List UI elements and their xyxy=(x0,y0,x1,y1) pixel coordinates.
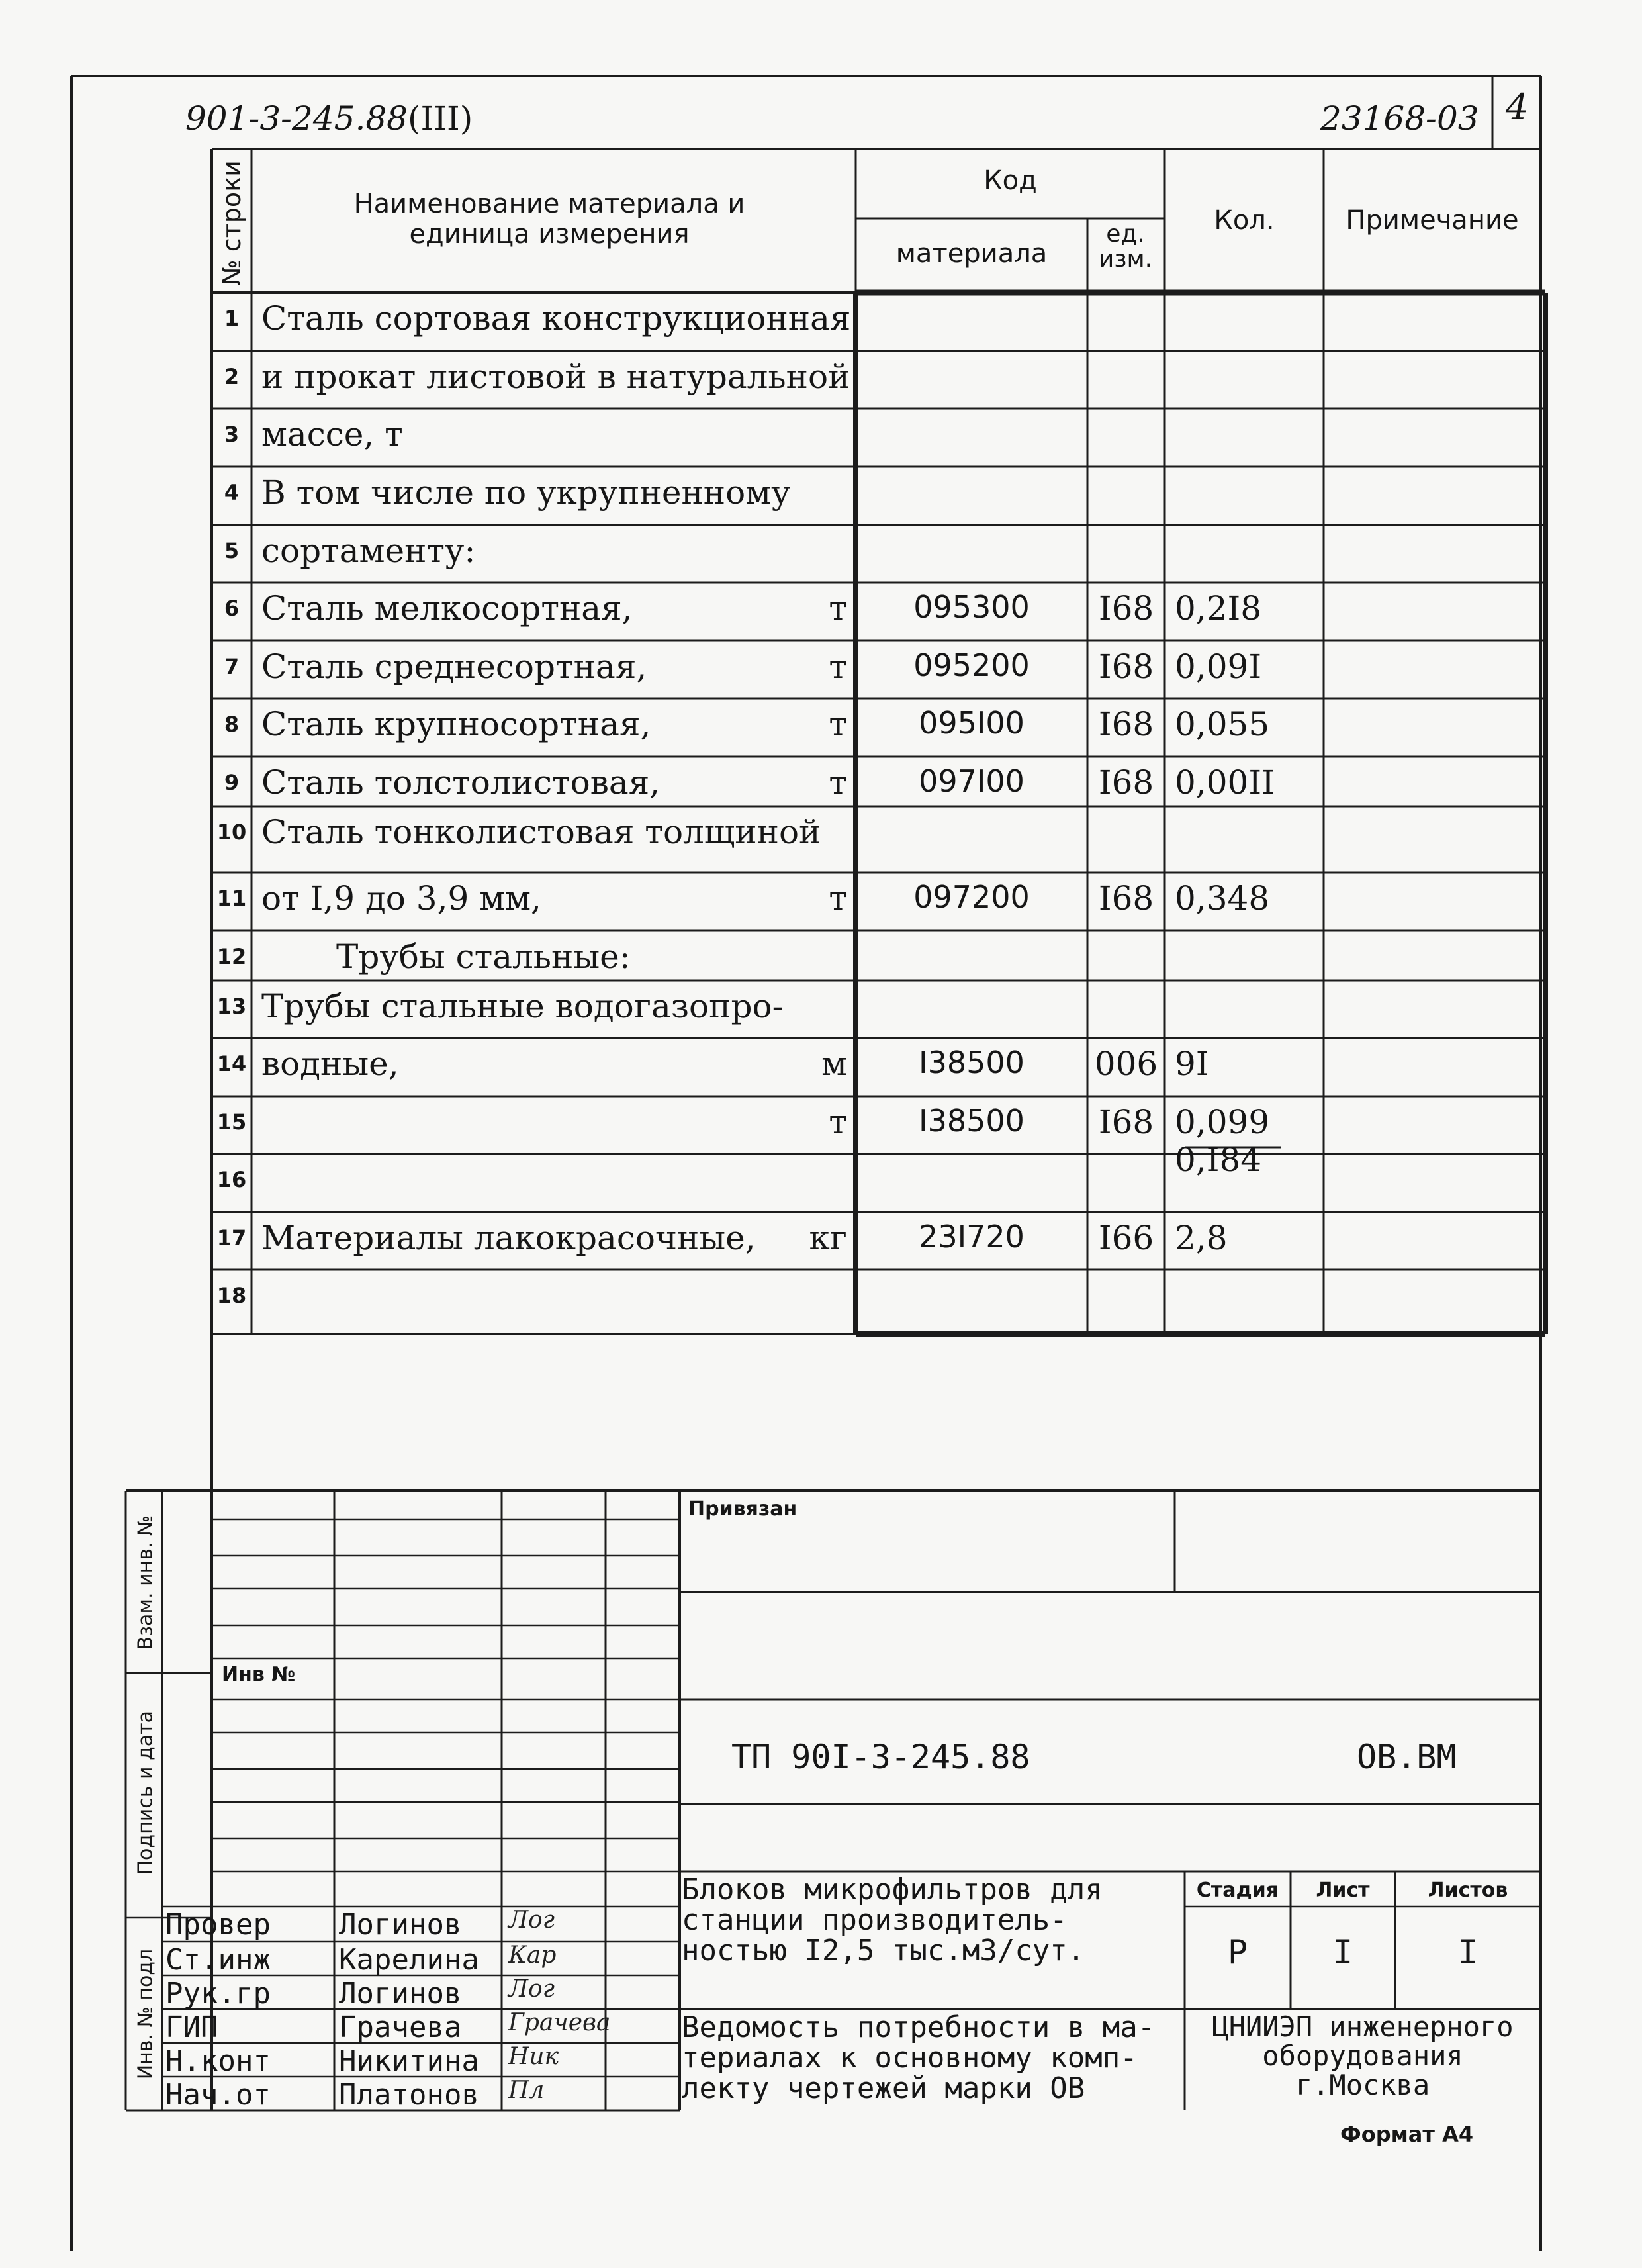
col-header-qty: Кол. xyxy=(1214,205,1275,236)
row-material-name: массе, т xyxy=(261,415,403,453)
row-unit-label: т xyxy=(829,705,847,743)
row-number: 1 xyxy=(224,306,240,331)
sheet-corner-number: 4 xyxy=(1506,86,1529,128)
sheet-value: I xyxy=(1332,1933,1353,1971)
row-unit-code: 006 xyxy=(1094,1045,1158,1083)
signature: Грачева xyxy=(508,2009,611,2036)
object-line-3: ностью I2,5 тыс.м3/сут. xyxy=(682,1934,1085,1967)
row-number: 3 xyxy=(224,422,240,447)
row-quantity: 9I xyxy=(1175,1045,1209,1083)
doc-line-3: лекту чертежей марки ОВ xyxy=(682,2071,1085,2105)
signer-name: Карелина xyxy=(339,1943,479,1977)
row-number: 13 xyxy=(216,994,247,1019)
row-unit-label: т xyxy=(829,1103,847,1141)
stage-label: Стадия xyxy=(1196,1879,1279,1902)
row-unit-code: I68 xyxy=(1098,879,1154,918)
row-material-name: Трубы стальные водогазопро- xyxy=(261,987,784,1025)
row-material-code: 097200 xyxy=(913,879,1030,915)
row-number: 16 xyxy=(216,1167,247,1192)
signature: Лог xyxy=(508,1975,555,2003)
col-header-code: Код xyxy=(983,165,1037,196)
row-number: 11 xyxy=(216,886,247,911)
row-material-name: Сталь крупносортная, xyxy=(261,705,651,743)
signer-role: Ст.инж xyxy=(165,1943,271,1977)
row-material-name: Сталь среднесортная, xyxy=(261,647,647,686)
row-quantity: 0,099 xyxy=(1175,1103,1270,1141)
row-material-name: Сталь мелкосортная, xyxy=(261,589,633,628)
signature: Лог xyxy=(508,1907,555,1934)
row-material-code: 095I00 xyxy=(919,705,1025,741)
doc-code-number: 901-3-245.88 xyxy=(185,99,408,138)
signer-name: Грачева xyxy=(339,2010,462,2044)
row-quantity: 0,055 xyxy=(1175,705,1270,743)
row-material-name: В том числе по укрупненному xyxy=(261,473,791,512)
col-header-rownum: № строки xyxy=(217,160,246,286)
org-line-1: ЦНИИЭП инженерного xyxy=(1212,2010,1514,2043)
stage-value: Р xyxy=(1227,1933,1248,1971)
row-material-code: I38500 xyxy=(919,1045,1025,1080)
project-code: ТП 90I-3-245.88 xyxy=(731,1738,1030,1776)
col-header-name: Наименование материала и единица измерения xyxy=(353,189,745,250)
row-unit-code: I68 xyxy=(1098,647,1154,686)
col-header-material: материала xyxy=(895,238,1048,269)
signer-role: Н.конт xyxy=(165,2044,271,2078)
row-quantity: 0,2I8 xyxy=(1175,589,1262,628)
row-material-code: 097I00 xyxy=(919,763,1025,799)
format-label: Формат А4 xyxy=(1340,2122,1474,2147)
row-unit-code: I68 xyxy=(1098,1103,1154,1141)
signer-role: Нач.от xyxy=(165,2078,271,2112)
signature: Кар xyxy=(508,1942,557,1969)
org-line-2: оборудования xyxy=(1262,2040,1463,2072)
signer-name: Логинов xyxy=(339,1908,462,1942)
row-material-name: Сталь толстолистовая, xyxy=(261,763,661,802)
signer-role: Провер xyxy=(165,1908,271,1942)
row-number: 7 xyxy=(224,654,240,679)
row-number: 2 xyxy=(224,364,240,389)
row-material-name: Сталь тонколистовая толщиной xyxy=(261,813,821,851)
doc-code-right: 23168-03 xyxy=(1320,99,1479,138)
row-quantity: 0,348 xyxy=(1175,879,1270,918)
org-line-3: г.Москва xyxy=(1295,2069,1430,2101)
row-unit-label: м xyxy=(821,1045,847,1083)
signer-name: Логинов xyxy=(339,1977,462,2010)
organization xyxy=(1185,2012,1541,2100)
row-material-code: I38500 xyxy=(919,1103,1025,1139)
sheets-label: Листов xyxy=(1428,1879,1508,1902)
inv-no-label: Инв № xyxy=(222,1663,296,1686)
row-number: 15 xyxy=(216,1110,247,1135)
row-material-name: от I,9 до 3,9 мм, xyxy=(261,879,541,918)
drawing-mark: ОВ.ВМ xyxy=(1357,1738,1457,1776)
signer-role: ГИП xyxy=(165,2010,218,2044)
row-number: 9 xyxy=(224,770,240,795)
doc-line-1: Ведомость потребности в ма- xyxy=(682,2010,1156,2044)
col-header-note: Примечание xyxy=(1346,205,1519,236)
row-material-name: водные, xyxy=(261,1045,399,1083)
doc-code-suffix: (III) xyxy=(408,99,473,138)
row-number: 6 xyxy=(224,596,240,621)
row-quantity: 0,I84 xyxy=(1175,1141,1262,1179)
document-name xyxy=(682,2012,1155,2104)
signature: Пл xyxy=(508,2077,545,2104)
doc-line-2: териалах к основному комп- xyxy=(682,2041,1138,2075)
row-material-code: 23I720 xyxy=(919,1219,1025,1254)
side-label-inv-podl: Инв. № подл xyxy=(134,1948,158,2080)
row-material-name: Трубы стальные: xyxy=(336,937,631,976)
row-unit-label: т xyxy=(829,879,847,918)
row-material-code: 095200 xyxy=(913,647,1030,683)
signer-role: Рук.гр xyxy=(165,1977,271,2010)
row-material-name: и прокат листовой в натуральной xyxy=(261,357,850,396)
privyazan-label: Привязан xyxy=(688,1497,798,1521)
side-label-podpis: Подпись и дата xyxy=(134,1711,158,1875)
row-number: 18 xyxy=(216,1283,247,1308)
signer-name: Платонов xyxy=(339,2078,479,2112)
col-header-unit: ед. изм. xyxy=(1098,220,1153,273)
object-name xyxy=(682,1875,1103,1966)
row-number: 5 xyxy=(224,538,240,563)
row-unit-code: I68 xyxy=(1098,705,1154,743)
row-number: 4 xyxy=(224,480,240,505)
row-number: 12 xyxy=(216,944,247,969)
sheets-value: I xyxy=(1457,1933,1479,1971)
row-quantity: 2,8 xyxy=(1175,1219,1228,1257)
side-label-vzam: Взам. инв. № xyxy=(134,1515,158,1650)
row-material-name: Материалы лакокрасочные, xyxy=(261,1219,756,1257)
doc-code-left xyxy=(185,99,473,138)
row-unit-label: т xyxy=(829,647,847,686)
signature: Ник xyxy=(508,2043,559,2070)
row-material-name: Сталь сортовая конструкционная xyxy=(261,299,851,338)
row-unit-label: т xyxy=(829,589,847,628)
row-unit-label: кг xyxy=(809,1219,847,1257)
object-line-2: станции производитель- xyxy=(682,1903,1068,1937)
signer-name: Никитина xyxy=(339,2044,479,2078)
row-unit-code: I68 xyxy=(1098,763,1154,802)
row-number: 10 xyxy=(216,820,247,845)
row-number: 8 xyxy=(224,712,240,737)
object-line-1: Блоков микрофильтров для xyxy=(682,1873,1103,1907)
row-quantity: 0,09I xyxy=(1175,647,1262,686)
row-unit-code: I68 xyxy=(1098,589,1154,628)
row-material-name: сортаменту: xyxy=(261,532,476,570)
row-number: 17 xyxy=(216,1225,247,1251)
row-material-code: 095300 xyxy=(913,589,1030,625)
row-unit-label: т xyxy=(829,763,847,802)
sheet-label: Лист xyxy=(1316,1879,1370,1902)
row-quantity: 0,00II xyxy=(1175,763,1275,802)
row-unit-code: I66 xyxy=(1098,1219,1154,1257)
row-number: 14 xyxy=(216,1051,247,1076)
